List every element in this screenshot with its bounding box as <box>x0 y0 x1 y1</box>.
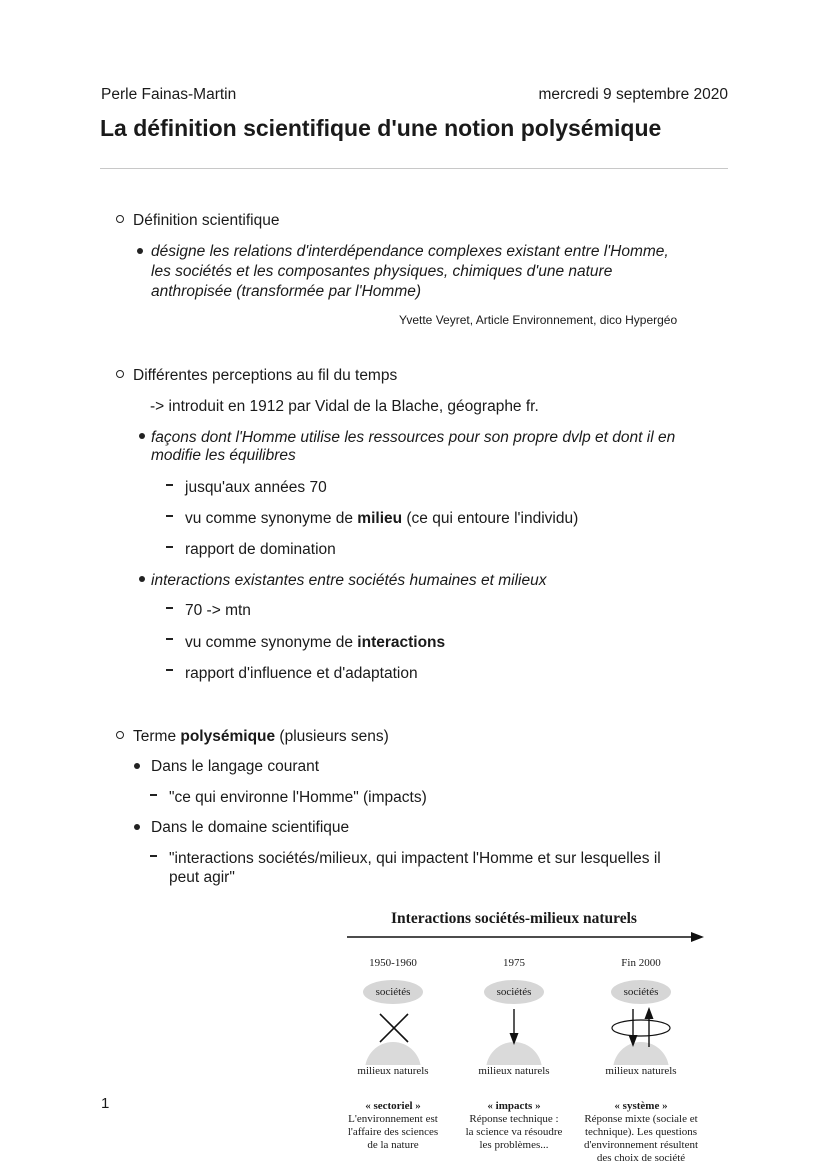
period-label: Fin 2000 <box>621 957 661 969</box>
figure-title: Interactions sociétés-milieux naturels <box>391 910 637 927</box>
caption-impacts: « impacts » Réponse technique : la science va résoudre les problèmes... <box>465 1100 563 1151</box>
hollow-bullet-icon <box>116 215 124 223</box>
milieux-circle-2 <box>486 1042 542 1065</box>
sense-2-detail-line-2: peut agir" <box>169 869 235 886</box>
milieux-label: milieux naturels <box>357 1065 429 1077</box>
perception-2-sub-1: 70 -> mtn <box>185 602 251 619</box>
intro-line: -> introduit en 1912 par Vidal de la Blache, géographe fr. <box>150 398 539 415</box>
milieux-label: milieux naturels <box>478 1065 550 1077</box>
loop-icon <box>612 1020 670 1036</box>
hollow-bullet-icon <box>116 731 124 739</box>
section-heading-polysemic: Terme polysémique (plusieurs sens) <box>133 728 389 745</box>
perception-2-line: interactions existantes entre sociétés humaines et milieux <box>151 572 547 589</box>
period-label: 1950-1960 <box>369 957 417 969</box>
page-number: 1 <box>101 1095 110 1112</box>
milieux-circle-1 <box>365 1042 421 1065</box>
hollow-bullet-icon <box>116 370 124 378</box>
caption-sectoriel: « sectoriel » L'environnement est l'affaire des sciences de la nature <box>347 1100 439 1151</box>
dash-icon <box>166 546 173 548</box>
dash-icon <box>166 484 173 486</box>
definition-line-1: désigne les relations d'interdépendance complexes existant entre l'Homme, <box>151 243 669 260</box>
definition-line-2: les sociétés et les composantes physiques, chimiques d'une nature <box>151 263 613 280</box>
bullet-icon <box>134 763 140 769</box>
dash-icon <box>150 794 157 796</box>
perception-1-line-1: façons dont l'Homme utilise les ressources pour son propre dvlp et dont il en <box>151 429 676 446</box>
societes-label: sociétés <box>623 986 659 998</box>
dash-icon <box>166 607 173 609</box>
sense-2: Dans le domaine scientifique <box>151 819 350 836</box>
sense-1-detail: "ce qui environne l'Homme" (impacts) <box>169 789 427 806</box>
title-divider <box>100 168 728 169</box>
section-heading-perceptions: Différentes perceptions au fil du temps <box>133 367 398 384</box>
arrowhead-icon <box>691 932 704 942</box>
milieux-circle-3 <box>613 1042 669 1065</box>
perception-1-sub-3: rapport de domination <box>185 541 336 558</box>
perception-1-sub-1: jusqu'aux années 70 <box>185 479 327 496</box>
page-title: La définition scientifique d'une notion polysémique <box>100 115 662 141</box>
citation: Yvette Veyret, Article Environnement, dico Hypergéo <box>399 313 678 327</box>
bullet-icon <box>134 824 140 830</box>
milieux-label: milieux naturels <box>605 1065 677 1077</box>
section-heading-definition: Définition scientifique <box>133 212 280 229</box>
sense-2-detail-line-1: "interactions sociétés/milieux, qui impactent l'Homme et sur lesquelles il <box>169 850 661 867</box>
dash-icon <box>166 638 173 640</box>
dash-icon <box>150 855 157 857</box>
author-name: Perle Fainas-Martin <box>101 86 237 103</box>
dash-icon <box>166 669 173 671</box>
perception-1-sub-2: vu comme synonyme de milieu (ce qui entoure l'individu) <box>185 510 579 527</box>
sense-1: Dans le langage courant <box>151 758 320 775</box>
bullet-icon <box>139 576 145 582</box>
societes-label: sociétés <box>496 986 532 998</box>
period-label: 1975 <box>503 957 525 969</box>
bullet-icon <box>139 433 145 439</box>
perception-1-line-2: modifie les équilibres <box>151 447 296 464</box>
bullet-icon <box>137 248 143 254</box>
perception-2-sub-3: rapport d'influence et d'adaptation <box>185 665 418 682</box>
caption-systeme: « système » Réponse mixte (sociale et technique). Les questions d'environnement résultent des choix de société <box>583 1100 699 1164</box>
definition-line-3: anthropisée (transformée par l'Homme) <box>151 283 422 300</box>
societes-label: sociétés <box>375 986 411 998</box>
perception-2-sub-2: vu comme synonyme de interactions <box>185 634 446 651</box>
document-date: mercredi 9 septembre 2020 <box>538 86 728 103</box>
dash-icon <box>166 515 173 517</box>
